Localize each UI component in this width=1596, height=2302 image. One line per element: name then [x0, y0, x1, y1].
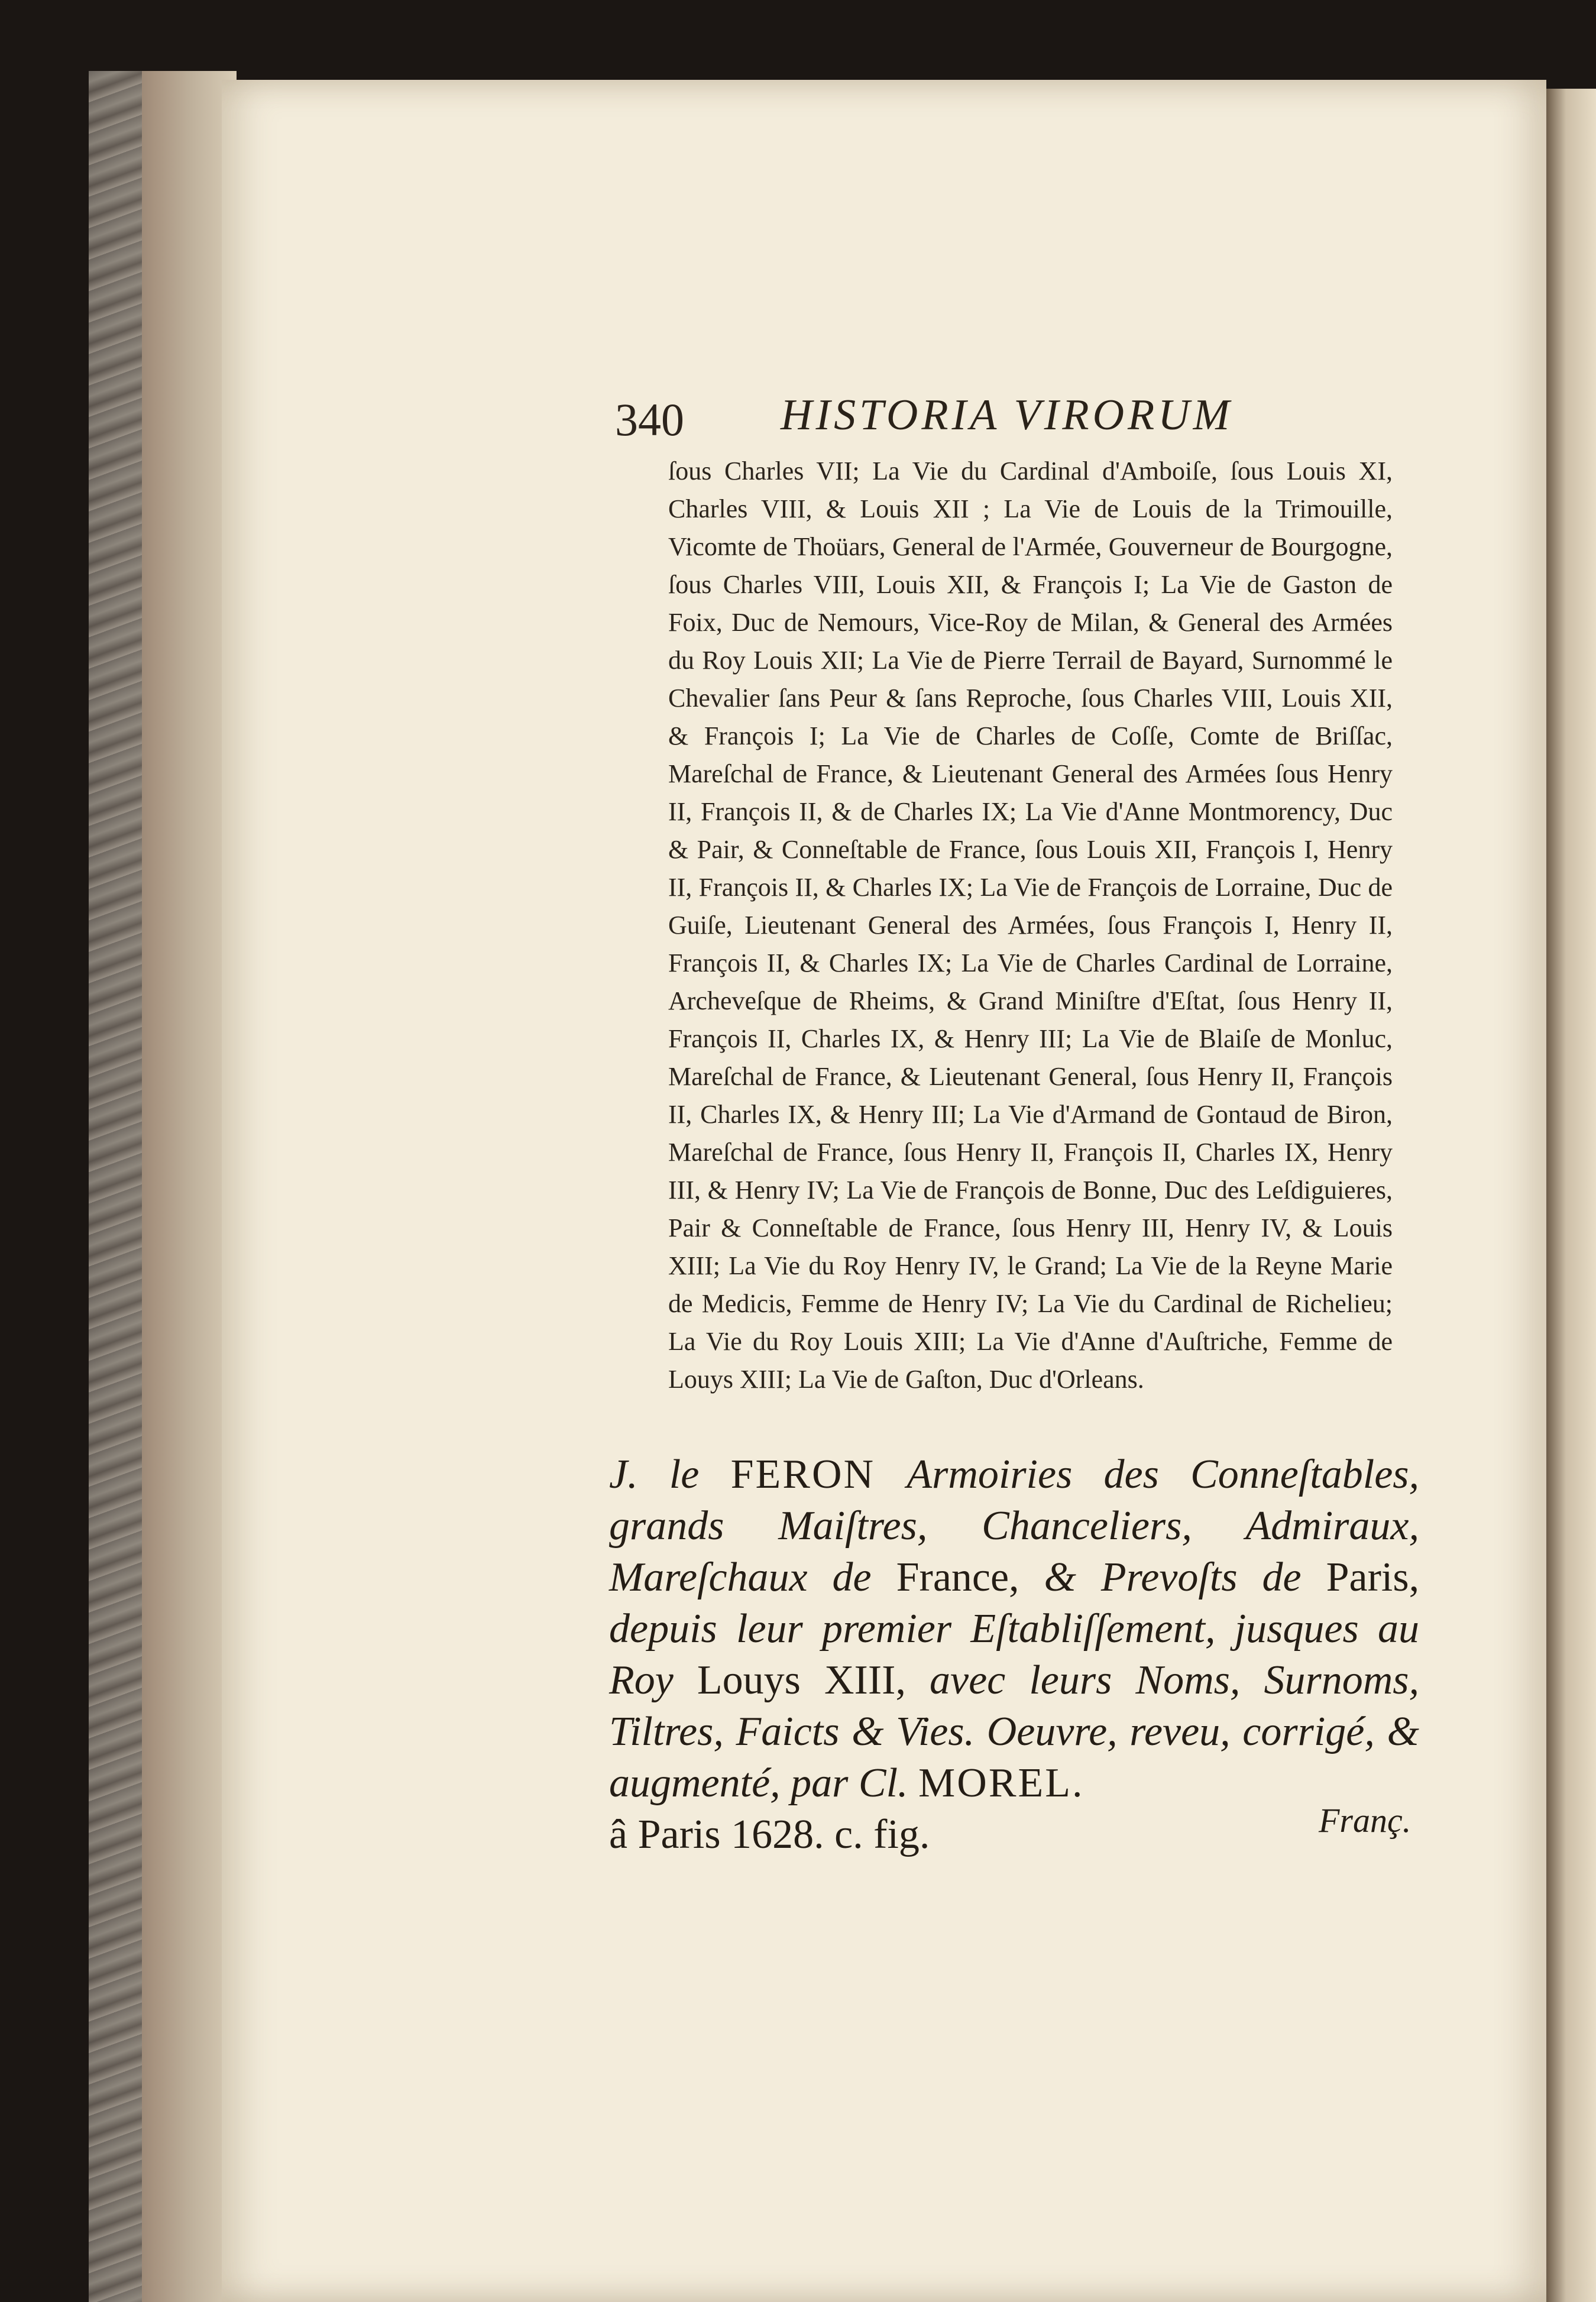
title-part-2: depuis leur premier Eſtabliſſement, jusques au Roy [609, 1606, 1419, 1703]
entry-small-text [668, 452, 1393, 1398]
word-de: de [1262, 1555, 1302, 1600]
title-part-1: Armoiries des Conneſtables, grands Maiſtres, Chanceliers, Admiraux, Mareſchaux de [609, 1452, 1420, 1600]
entry-small-paragraph: ſous Charles VII; La Vie du Cardinal d'Amboiſe, ſous Louis XI, Charles VIII, & Louis XII ; La Vie de Louis de la Trimouille, Vicomte de Thoüars, General de l'Armée, Gouverneur de Bourgogne, ſous Charles VIII, Louis XII, & François I; La Vie de Gaston de Foix, Duc de Nemours, Vice-Roy de Milan, & General des Armées du Roy Louis XII; La Vie de Pierre Terrail de Bayard, Surnommé le Chevalier ſans Peur & ſans Reproche, ſous Charles VIII, Louis XII, & François I; La Vie de Charles de Coſſe, Comte de Briſſac, Mareſchal de France, & Lieutenant General des Armées ſous Henry II, François II, & de Charles IX; La Vie d'Anne Montmorency, Duc & Pair, & Conneſtable de France, ſous Louis XII, François I, Henry II, François II, & Charles IX; La Vie de François de Lorraine, Duc de Guiſe, Lieutenant General des Armées, ſous François I, Henry II, François II, & Charles IX; La Vie de Charles Cardinal de Lorraine, Archeveſque de Rheims, & Grand Miniſtre d'Eſtat, ſous Henry II, François II, Charles IX, & Henry III; La Vie de Blaiſe de Monluc, Mareſchal de France, & Lieutenant General, ſous Henry II, François II, Charles IX, & Henry III; La Vie d'Armand de Gontaud de Biron, Mareſchal de France, ſous Henry II, François II, Charles IX, Henry III, & Henry IV; La Vie de François de Bonne, Duc des Leſdiguieres, Pair & Conneſtable de France, ſous Henry III, Henry IV, & Louis XIII; La Vie du Roy Henry IV, le Grand; La Vie de la Reyne Marie de Medicis, Femme de Henry IV; La Vie du Cardinal de Richelieu; La Vie du Roy Louis XIII; La Vie d'Anne d'Auſtriche, Femme de Louys XIII; La Vie de Gaſton, Duc d'Orleans. [668, 456, 1393, 1394]
word-prevosts: Prevoſts [1100, 1555, 1238, 1600]
word-paris: Paris, [1326, 1555, 1420, 1600]
author-surname: FERON [730, 1452, 876, 1497]
facing-page-edge [1546, 89, 1596, 2302]
page-number: 340 [615, 394, 684, 445]
entry-large-text [609, 1449, 1419, 1860]
word-france: France, [896, 1555, 1019, 1600]
running-head: HISTORIA VIRORUM [781, 391, 1234, 439]
entry-large-paragraph [609, 1449, 1419, 1860]
editor-name: MOREL. [918, 1760, 1084, 1806]
ampersand-1: & [1044, 1555, 1076, 1600]
imprint: â Paris 1628. c. fig. [609, 1812, 930, 1857]
catchword: Franç. [1319, 1801, 1412, 1840]
title-part-3: avec leurs Noms, Surnoms, Tiltres, Faicts & Vies. Oeuvre, reveu, corrigé, & augmenté, par Cl. [609, 1657, 1419, 1806]
marbled-edge [89, 71, 142, 2302]
author-initial: J. le [609, 1452, 700, 1497]
word-louys: Louys XIII, [697, 1657, 906, 1703]
